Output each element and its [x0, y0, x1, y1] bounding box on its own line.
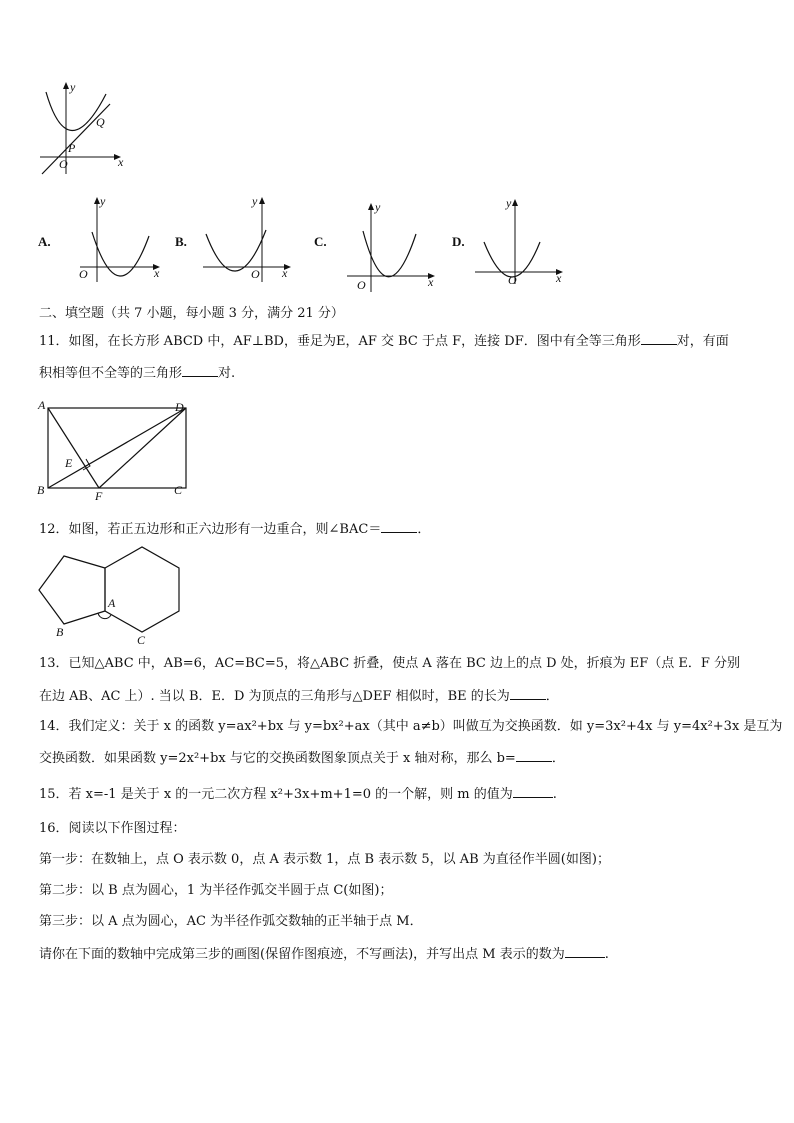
- regular-hexagon: [105, 547, 179, 632]
- option-b-origin-label: O: [251, 267, 260, 281]
- q12-text-b: ．: [417, 522, 431, 537]
- q13-line-1: 13．已知△ABC 中，AB=6，AC=BC=5，将△ABC 折叠，使点 A 落在 BC 边上的点 D 处，折痕为 EF（点 E．F 分别: [39, 656, 741, 671]
- option-b-x-label: x: [282, 266, 288, 280]
- parabola-curve: [92, 232, 149, 276]
- q11-rectangle-figure: [32, 394, 202, 504]
- q16-question-text-b: .: [604, 947, 609, 962]
- option-d-graph: [470, 192, 570, 292]
- q14-line-1: 14．我们定义：关于 x 的函数 y=ax²+bx 与 y=bx²+ax（其中 a≠b）叫做互为交换函数．如 y=3x²+4x 与 y=4x²+3x 是互为: [39, 719, 783, 734]
- q13-line2-text-b: ．: [545, 689, 559, 704]
- section-heading: 二、填空题（共 7 小题，每小题 3 分，满分 21 分）: [39, 306, 344, 321]
- q11-blank-1: [641, 332, 677, 345]
- option-b-graph: [198, 190, 298, 290]
- label-e: E: [65, 456, 73, 470]
- q14-blank: [516, 749, 552, 762]
- q12-pentagon-hexagon-figure: [32, 545, 192, 650]
- q14-line2-text-b: ．: [551, 751, 565, 766]
- regular-pentagon: [39, 556, 105, 624]
- q16-intro: 16．阅读以下作图过程：: [39, 821, 186, 836]
- label-b: B: [56, 625, 64, 639]
- q11-line2-text-b: 对.: [218, 366, 236, 381]
- top-graph-y-label: y: [70, 80, 76, 94]
- y-axis-arrow: [368, 203, 374, 210]
- q14-line2-text-a: 交换函数．如果函数 y=2x²+bx 与它的交换函数图象顶点关于 x 轴对称，那么 b=: [39, 751, 516, 766]
- q14-line-2: [39, 749, 565, 768]
- top-graph-p-label: P: [68, 141, 76, 155]
- top-graph-q-label: Q: [96, 115, 105, 129]
- q12-text-a: 12．如图，若正五边形和正六边形有一边重合，则∠BAC＝: [39, 522, 382, 537]
- y-axis-arrow: [63, 82, 69, 89]
- top-graph-origin-label: O: [59, 157, 68, 171]
- option-c-label: C.: [314, 234, 327, 249]
- label-a: A: [38, 398, 46, 412]
- q11-line1-text-a: 11．如图，在长方形 ABCD 中，AF⊥BD，垂足为E，AF 交 BC 于点 F，连接 DF．图中有全等三角形: [39, 334, 641, 349]
- q11-line2-text-a: 积相等但不全等的三角形: [39, 366, 183, 381]
- q13-line2-text-a: 在边 AB、AC 上）. 当以 B．E．D 为顶点的三角形与△DEF 相似时，BE 的长为: [39, 689, 510, 704]
- diagonal-bd: [48, 408, 186, 488]
- q13-blank: [510, 687, 546, 700]
- parabola-curve: [206, 230, 266, 271]
- q15-text-a: 15．若 x=-1 是关于 x 的一元二次方程 x²+3x+m+1=0 的一个解，则 m 的值为: [39, 787, 513, 802]
- label-a: A: [108, 596, 116, 610]
- q16-step-2: 第二步：以 B 点为圆心，1 为半径作弧交半圆于点 C(如图)；: [39, 883, 393, 898]
- option-a-label: A.: [38, 234, 51, 249]
- q16-question-text-a: 请你在下面的数轴中完成第三步的画图(保留作图痕迹，不写画法)，并写出点 M 表示的数为: [39, 947, 565, 962]
- segment-af: [48, 408, 99, 488]
- option-a-x-label: x: [154, 266, 160, 280]
- q16-blank: [565, 945, 605, 958]
- q16-step-3: 第三步：以 A 点为圆心，AC 为半径作弧交数轴的正半轴于点 M．: [39, 914, 423, 929]
- q15-text: [39, 785, 557, 804]
- y-axis-arrow: [512, 199, 518, 206]
- label-f: F: [95, 489, 103, 503]
- q11-line-2: [39, 364, 235, 383]
- q11-line1-text-b: 对，有面: [676, 334, 729, 349]
- option-a-graph: [72, 190, 172, 290]
- top-graph-x-label: x: [118, 155, 124, 169]
- top-function-graph: [30, 78, 140, 178]
- q15-text-b: .: [552, 787, 557, 802]
- segment-df: [99, 408, 186, 488]
- q11-blank-2: [182, 364, 218, 377]
- option-b-label: B.: [175, 234, 187, 249]
- q12-blank: [381, 520, 417, 533]
- label-c: C: [137, 633, 146, 647]
- option-b-y-label: y: [252, 194, 258, 208]
- label-c: C: [174, 483, 183, 497]
- option-a-y-label: y: [100, 194, 106, 208]
- option-d-x-label: x: [556, 271, 562, 285]
- q13-line-2: [39, 687, 559, 706]
- option-c-y-label: y: [375, 200, 381, 214]
- q16-step-1: 第一步：在数轴上，点 O 表示数 0，点 A 表示数 1，点 B 表示数 5，以 AB 为直径作半圆(如图)；: [39, 852, 610, 867]
- label-b: B: [37, 483, 45, 497]
- label-d: D: [175, 400, 184, 414]
- option-d-origin-label: O: [508, 273, 517, 287]
- q16-question: [39, 945, 609, 964]
- option-d-y-label: y: [506, 196, 512, 210]
- option-c-graph: [342, 196, 442, 296]
- option-c-x-label: x: [428, 275, 434, 289]
- q15-blank: [513, 785, 553, 798]
- q12-text: [39, 520, 430, 539]
- option-d-label: D.: [452, 234, 465, 249]
- option-c-origin-label: O: [357, 278, 366, 292]
- q11-line-1: [39, 332, 729, 351]
- option-a-origin-label: O: [79, 267, 88, 281]
- y-axis-arrow: [259, 197, 265, 204]
